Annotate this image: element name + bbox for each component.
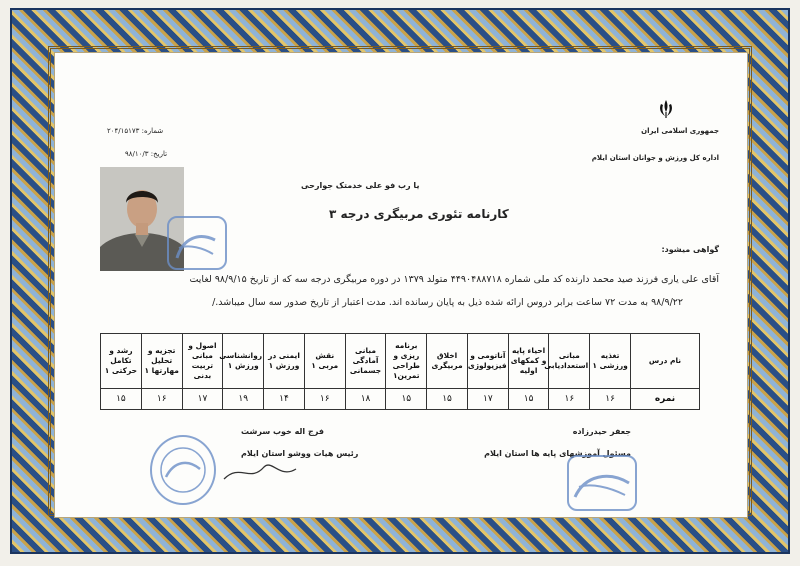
official-stamp [167, 216, 227, 270]
grades-header-row [101, 334, 700, 389]
course-name-cell: تجزیه و تحلیل مهارتها ۱ [141, 334, 182, 389]
motto: یا رب فو علی خدمتک جوارحی [301, 181, 420, 190]
department-name: اداره کل ورزش و جوانان استان ایلام [591, 154, 719, 162]
certificate-title: کارنامه تئوری مربیگری درجه ۳ [329, 207, 509, 221]
letter-number [107, 127, 163, 135]
score-row-label: نمره [631, 389, 700, 410]
score-cell: ۱۷ [182, 389, 223, 410]
score-cell: ۱۴ [264, 389, 305, 410]
score-cell: ۱۹ [223, 389, 264, 410]
course-name-cell: اخلاق مربیگری [427, 334, 468, 389]
right-signature-stamp [567, 455, 637, 511]
body-line-1: آقای علی یاری فرزند صید محمد دارنده کد ملی شماره ۴۴۹۰۴۸۸۷۱۸ متولد ۱۳۷۹ در دوره مربیگری درجه سه که از تاریخ ۹۸/۹/۱۵ لغایت [189, 274, 719, 285]
course-name-header: نام درس [631, 334, 700, 389]
score-cell: ۱۸ [345, 389, 386, 410]
course-name-cell: روانشناسی ورزش ۱ [223, 334, 264, 389]
letter-date [125, 150, 167, 158]
attest-label: گواهی میشود: [661, 245, 719, 254]
course-name-cell: مبانی آمادگی جسمانی [345, 334, 386, 389]
date-value: ۹۸/۱۰/۳ [125, 150, 149, 158]
score-cell: ۱۷ [467, 389, 508, 410]
course-name-cell: رشد و تکامل حرکتی ۱ [101, 334, 142, 389]
right-signer-name: جعفر حیدرزاده [572, 427, 631, 436]
body-line-2: ۹۸/۹/۲۲ به مدت ۷۲ ساعت برابر دروس ارائه شده ذیل به پایان رسانده اند. مدت اعتبار از تاریخ صدور سه سال میباشد./ [212, 297, 683, 308]
course-name-cell: تغذیه ورزشی ۱ [590, 334, 631, 389]
score-cell: ۱۶ [590, 389, 631, 410]
left-circular-stamp [150, 435, 216, 505]
score-cell: ۱۵ [427, 389, 468, 410]
right-signer-title: مسئول آموزشهای پایه ها استان ایلام [484, 449, 631, 458]
score-cell: ۱۵ [386, 389, 427, 410]
score-cell: ۱۶ [304, 389, 345, 410]
certificate-paper [54, 52, 748, 518]
course-name-cell: احیاء پایه و کمکهای اولیه [508, 334, 549, 389]
course-name-cell: نقش مربی ۱ [304, 334, 345, 389]
country-name: جمهوری اسلامی ایران [641, 127, 719, 135]
left-signer-name: فرج اله خوب سرشت [241, 427, 324, 436]
score-cell: ۱۵ [101, 389, 142, 410]
score-cell: ۱۶ [549, 389, 590, 410]
score-cell: ۱۵ [508, 389, 549, 410]
date-label: تاریخ: [150, 150, 168, 158]
course-name-cell: مبانی استعدادیابی [549, 334, 590, 389]
course-name-cell: اصول و مبانی تربیت بدنی [182, 334, 223, 389]
left-signer-title: رئیس هیات ووشو استان ایلام [241, 449, 359, 458]
iran-emblem-icon [657, 98, 675, 120]
course-name-cell: آناتومی و فیزیولوژی [467, 334, 508, 389]
grades-score-row [101, 389, 700, 410]
number-label: شماره: [141, 127, 164, 135]
number-value: ۲۰۴/۱۵۱۷۳ [107, 127, 140, 135]
grades-table [100, 333, 700, 410]
course-name-cell: برنامه ریزی و طراحی تمرین۱ [386, 334, 427, 389]
course-name-cell: ایمنی در ورزش ۱ [264, 334, 305, 389]
left-signature-scribble-icon [220, 459, 300, 485]
margin-note [0, 470, 12, 560]
score-cell: ۱۶ [141, 389, 182, 410]
